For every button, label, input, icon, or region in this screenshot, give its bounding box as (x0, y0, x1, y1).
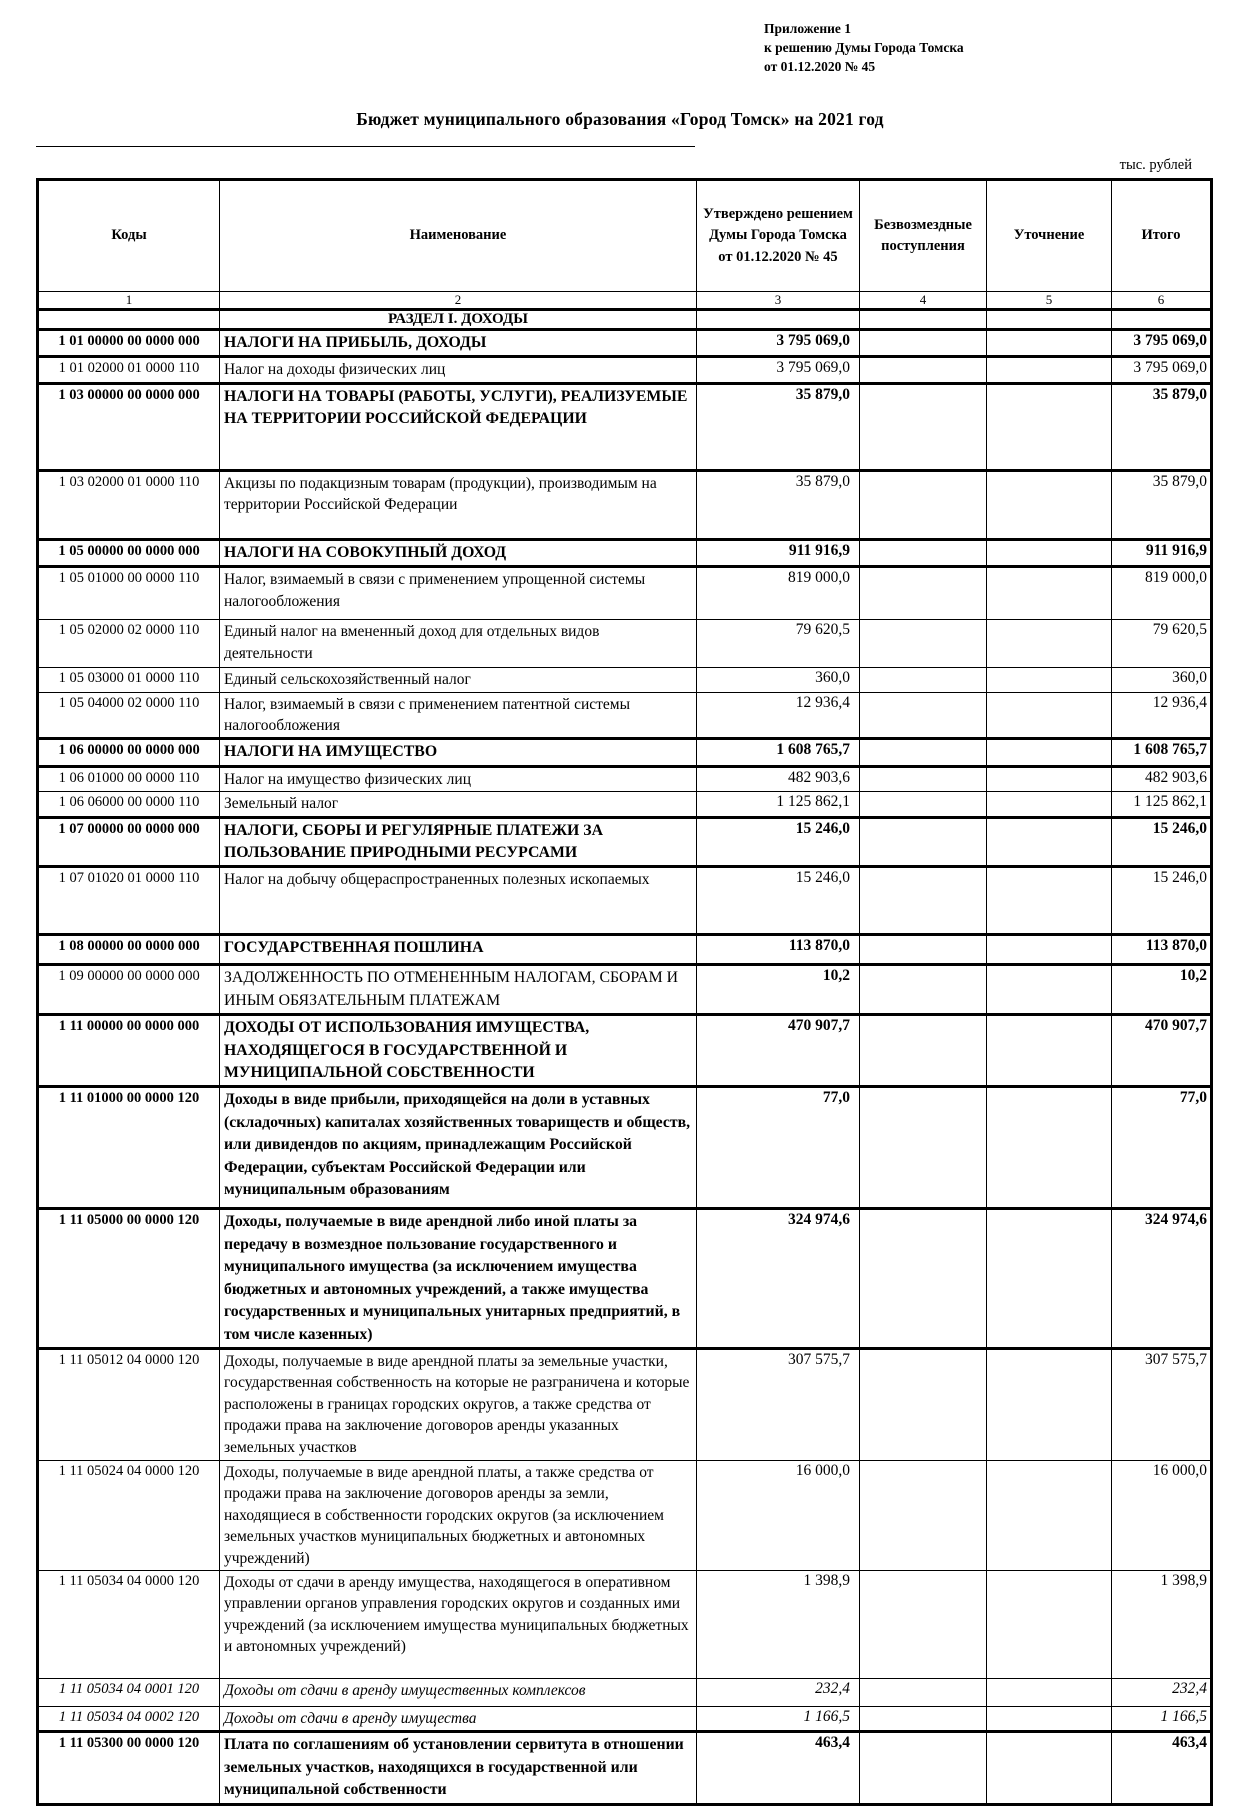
row-total-cell: 3 795 069,0 (1112, 330, 1212, 357)
row-name-cell: Доходы, получаемые в виде арендной платы за земельные участки, государственная собственность на которые не разграничена и которые расположены в границах городских округов, а также средства от продажи права на заключение договоров аренды указанных земельных участков (220, 1349, 697, 1461)
table-row (38, 792, 1212, 817)
row-approved-cell: 819 000,0 (697, 567, 860, 620)
row-code-cell: 1 11 05024 04 0000 120 (38, 1461, 220, 1571)
row-adjustment-cell (987, 1015, 1112, 1087)
row-total-cell: 113 870,0 (1112, 935, 1212, 965)
row-total-cell: 12 936,4 (1112, 692, 1212, 739)
row-approved-cell: 482 903,6 (697, 766, 860, 791)
row-name-cell: ЗАДОЛЖЕННОСТЬ ПО ОТМЕНЕННЫМ НАЛОГАМ, СБОРАМ И ИНЫМ ОБЯЗАТЕЛЬНЫМ ПЛАТЕЖАМ (220, 965, 697, 1015)
row-total-cell: 470 907,7 (1112, 1015, 1212, 1087)
row-code-cell: 1 11 00000 00 0000 000 (38, 1015, 220, 1087)
row-code-cell: 1 06 06000 00 0000 110 (38, 792, 220, 817)
row-adjustment-cell (987, 1706, 1112, 1731)
row-adjustment-cell (987, 692, 1112, 739)
row-approved-cell: 470 907,7 (697, 1015, 860, 1087)
row-name-cell: Налог на доходы физических лиц (220, 357, 697, 383)
appendix-line: от 01.12.2020 № 45 (764, 58, 876, 74)
row-total-cell: 77,0 (1112, 1087, 1212, 1209)
row-approved-cell: 232,4 (697, 1678, 860, 1706)
row-adjustment-cell (987, 1349, 1112, 1461)
row-gratuitous-cell (860, 1732, 987, 1804)
row-name-cell: Доходы от сдачи в аренду имущества (220, 1706, 697, 1731)
section-empty-cell (38, 310, 220, 330)
row-name-cell: Доходы, получаемые в виде арендной платы, а также средства от продажи права на заключение договоров аренды за земли, находящиеся в собственности городских округов (за исключением земельных участков муниципальных бюджетных и автономных учреждений) (220, 1461, 697, 1571)
col-header-total: Итого (1112, 180, 1212, 292)
section-empty-cell (860, 310, 987, 330)
row-adjustment-cell (987, 668, 1112, 692)
row-adjustment-cell (987, 1461, 1112, 1571)
row-code-cell: 1 05 03000 01 0000 110 (38, 668, 220, 692)
row-code-cell: 1 07 00000 00 0000 000 (38, 817, 220, 867)
row-name-cell: Единый сельскохозяйственный налог (220, 668, 697, 692)
row-adjustment-cell (987, 766, 1112, 791)
row-total-cell: 1 398,9 (1112, 1570, 1212, 1678)
col-header-codes: Коды (38, 180, 220, 292)
row-adjustment-cell (987, 935, 1112, 965)
row-name-cell: Доходы от сдачи в аренду имущества, находящегося в оперативном управлении органов управления городских округов и созданных ими учреждений (за исключением имущества муниципальных бюджетных и автономных учреждений) (220, 1570, 697, 1678)
table-row (38, 1706, 1212, 1731)
row-adjustment-cell (987, 739, 1112, 766)
appendix-line: к решению Думы Города Томска (764, 39, 964, 55)
row-adjustment-cell (987, 567, 1112, 620)
row-total-cell: 1 608 765,7 (1112, 739, 1212, 766)
row-code-cell: 1 11 05300 00 0000 120 (38, 1732, 220, 1804)
row-adjustment-cell (987, 1678, 1112, 1706)
row-name-cell: ГОСУДАРСТВЕННАЯ ПОШЛИНА (220, 935, 697, 965)
row-gratuitous-cell (860, 1087, 987, 1209)
row-approved-cell: 15 246,0 (697, 817, 860, 867)
table-row (38, 620, 1212, 668)
row-name-cell: НАЛОГИ НА ТОВАРЫ (РАБОТЫ, УСЛУГИ), РЕАЛИЗУЕМЫЕ НА ТЕРРИТОРИИ РОССИЙСКОЙ ФЕДЕРАЦИИ (220, 383, 697, 470)
row-gratuitous-cell (860, 383, 987, 470)
row-code-cell: 1 11 05034 04 0001 120 (38, 1678, 220, 1706)
row-code-cell: 1 07 01020 01 0000 110 (38, 867, 220, 935)
row-gratuitous-cell (860, 965, 987, 1015)
budget-table (36, 178, 1213, 1806)
table-row (38, 1678, 1212, 1706)
column-number-row (38, 292, 1212, 310)
row-approved-cell: 324 974,6 (697, 1209, 860, 1349)
row-gratuitous-cell (860, 539, 987, 566)
row-code-cell: 1 05 02000 02 0000 110 (38, 620, 220, 668)
row-name-cell: Налог, взимаемый в связи с применением патентной системы налогообложения (220, 692, 697, 739)
row-adjustment-cell (987, 620, 1112, 668)
section-empty-cell (1112, 310, 1212, 330)
row-gratuitous-cell (860, 1015, 987, 1087)
row-code-cell: 1 05 00000 00 0000 000 (38, 539, 220, 566)
row-gratuitous-cell (860, 739, 987, 766)
row-code-cell: 1 03 00000 00 0000 000 (38, 383, 220, 470)
row-name-cell: Налог на имущество физических лиц (220, 766, 697, 791)
row-gratuitous-cell (860, 330, 987, 357)
row-code-cell: 1 11 05034 04 0000 120 (38, 1570, 220, 1678)
row-name-cell: Налог, взимаемый в связи с применением упрощенной системы налогообложения (220, 567, 697, 620)
row-total-cell: 15 246,0 (1112, 817, 1212, 867)
row-approved-cell: 3 795 069,0 (697, 330, 860, 357)
row-approved-cell: 463,4 (697, 1732, 860, 1804)
column-number: 6 (1112, 292, 1212, 310)
row-gratuitous-cell (860, 1349, 987, 1461)
table-row (38, 692, 1212, 739)
row-adjustment-cell (987, 357, 1112, 383)
row-adjustment-cell (987, 867, 1112, 935)
row-code-cell: 1 06 01000 00 0000 110 (38, 766, 220, 791)
row-name-cell: НАЛОГИ, СБОРЫ И РЕГУЛЯРНЫЕ ПЛАТЕЖИ ЗА ПОЛЬЗОВАНИЕ ПРИРОДНЫМИ РЕСУРСАМИ (220, 817, 697, 867)
row-approved-cell: 113 870,0 (697, 935, 860, 965)
page-title: Бюджет муниципального образования «Город Томск» на 2021 год (356, 109, 884, 129)
row-total-cell: 1 125 862,1 (1112, 792, 1212, 817)
column-number: 4 (860, 292, 987, 310)
row-gratuitous-cell (860, 935, 987, 965)
row-total-cell: 1 166,5 (1112, 1706, 1212, 1731)
row-total-cell: 307 575,7 (1112, 1349, 1212, 1461)
row-gratuitous-cell (860, 1461, 987, 1571)
title-underline (36, 146, 695, 147)
row-gratuitous-cell (860, 668, 987, 692)
row-total-cell: 232,4 (1112, 1678, 1212, 1706)
table-row (38, 668, 1212, 692)
row-approved-cell: 307 575,7 (697, 1349, 860, 1461)
row-adjustment-cell (987, 470, 1112, 539)
row-total-cell: 35 879,0 (1112, 383, 1212, 470)
row-total-cell: 911 916,9 (1112, 539, 1212, 566)
row-adjustment-cell (987, 539, 1112, 566)
row-name-cell: НАЛОГИ НА ПРИБЫЛЬ, ДОХОДЫ (220, 330, 697, 357)
table-row (38, 1349, 1212, 1461)
row-gratuitous-cell (860, 1678, 987, 1706)
row-name-cell: Акцизы по подакцизным товарам (продукции), производимым на территории Российской Федерации (220, 470, 697, 539)
row-name-cell: Плата по соглашениям об установлении сервитута в отношении земельных участков, находящихся в государственной или муниципальной собственности (220, 1732, 697, 1804)
row-gratuitous-cell (860, 792, 987, 817)
row-gratuitous-cell (860, 1209, 987, 1349)
column-number: 2 (220, 292, 697, 310)
table-row (38, 470, 1212, 539)
row-approved-cell: 1 166,5 (697, 1706, 860, 1731)
appendix-note (764, 20, 964, 77)
table-row (38, 357, 1212, 383)
row-gratuitous-cell (860, 620, 987, 668)
table-row (38, 1732, 1212, 1804)
row-total-cell: 3 795 069,0 (1112, 357, 1212, 383)
row-name-cell: Единый налог на вмененный доход для отдельных видов деятельности (220, 620, 697, 668)
table-row (38, 539, 1212, 566)
row-name-cell: Доходы в виде прибыли, приходящейся на доли в уставных (складочных) капиталах хозяйственных товариществ и обществ, или дивидендов по акциям, принадлежащим Российской Федерации, субъектам Российской Федерации или муниципальным образованиям (220, 1087, 697, 1209)
row-adjustment-cell (987, 330, 1112, 357)
row-code-cell: 1 05 04000 02 0000 110 (38, 692, 220, 739)
row-code-cell: 1 01 00000 00 0000 000 (38, 330, 220, 357)
table-row (38, 935, 1212, 965)
column-number: 5 (987, 292, 1112, 310)
row-approved-cell: 10,2 (697, 965, 860, 1015)
column-number: 1 (38, 292, 220, 310)
row-adjustment-cell (987, 1732, 1112, 1804)
column-number: 3 (697, 292, 860, 310)
table-row (38, 867, 1212, 935)
row-approved-cell: 12 936,4 (697, 692, 860, 739)
row-gratuitous-cell (860, 1706, 987, 1731)
row-approved-cell: 1 125 862,1 (697, 792, 860, 817)
row-approved-cell: 360,0 (697, 668, 860, 692)
col-header-name: Наименование (220, 180, 697, 292)
row-code-cell: 1 11 05012 04 0000 120 (38, 1349, 220, 1461)
row-approved-cell: 16 000,0 (697, 1461, 860, 1571)
row-name-cell: Доходы, получаемые в виде арендной либо иной платы за передачу в возмездное пользование государственного и муниципального имущества (за исключением имущества бюджетных и автономных учреждений, а также имущества государственных и муниципальных унитарных предприятий, в том числе казенных) (220, 1209, 697, 1349)
row-name-cell: НАЛОГИ НА ИМУЩЕСТВО (220, 739, 697, 766)
row-adjustment-cell (987, 965, 1112, 1015)
row-gratuitous-cell (860, 470, 987, 539)
row-code-cell: 1 11 05034 04 0002 120 (38, 1706, 220, 1731)
row-approved-cell: 1 608 765,7 (697, 739, 860, 766)
col-header-adjustment: Уточнение (987, 180, 1112, 292)
row-total-cell: 35 879,0 (1112, 470, 1212, 539)
units-label: тыс. рублей (1119, 157, 1192, 173)
row-name-cell: ДОХОДЫ ОТ ИСПОЛЬЗОВАНИЯ ИМУЩЕСТВА, НАХОДЯЩЕГОСЯ В ГОСУДАРСТВЕННОЙ И МУНИЦИПАЛЬНОЙ СОБСТВЕННОСТИ (220, 1015, 697, 1087)
table-row (38, 739, 1212, 766)
row-code-cell: 1 08 00000 00 0000 000 (38, 935, 220, 965)
col-header-approved: Утверждено решением Думы Города Томска от 01.12.2020 № 45 (697, 180, 860, 292)
section-empty-cell (987, 310, 1112, 330)
row-code-cell: 1 06 00000 00 0000 000 (38, 739, 220, 766)
row-total-cell: 360,0 (1112, 668, 1212, 692)
row-gratuitous-cell (860, 817, 987, 867)
row-gratuitous-cell (860, 357, 987, 383)
row-name-cell: Доходы от сдачи в аренду имущественных комплексов (220, 1678, 697, 1706)
table-row (38, 383, 1212, 470)
header-row (38, 180, 1212, 292)
row-code-cell: 1 01 02000 01 0000 110 (38, 357, 220, 383)
section-empty-cell (697, 310, 860, 330)
col-header-gratuitous: Безвозмездные поступления (860, 180, 987, 292)
row-approved-cell: 3 795 069,0 (697, 357, 860, 383)
row-total-cell: 819 000,0 (1112, 567, 1212, 620)
row-name-cell: НАЛОГИ НА СОВОКУПНЫЙ ДОХОД (220, 539, 697, 566)
row-gratuitous-cell (860, 766, 987, 791)
row-name-cell: Налог на добычу общераспространенных полезных ископаемых (220, 867, 697, 935)
row-code-cell: 1 11 05000 00 0000 120 (38, 1209, 220, 1349)
row-adjustment-cell (987, 383, 1112, 470)
table-row (38, 1087, 1212, 1209)
row-approved-cell: 79 620,5 (697, 620, 860, 668)
row-total-cell: 16 000,0 (1112, 1461, 1212, 1571)
row-total-cell: 482 903,6 (1112, 766, 1212, 791)
row-adjustment-cell (987, 792, 1112, 817)
row-code-cell: 1 05 01000 00 0000 110 (38, 567, 220, 620)
table-row (38, 1209, 1212, 1349)
table-row (38, 965, 1212, 1015)
table-row (38, 817, 1212, 867)
section-row (38, 310, 1212, 330)
table-row (38, 1570, 1212, 1678)
row-code-cell: 1 03 02000 01 0000 110 (38, 470, 220, 539)
row-total-cell: 463,4 (1112, 1732, 1212, 1804)
row-code-cell: 1 09 00000 00 0000 000 (38, 965, 220, 1015)
table-row (38, 567, 1212, 620)
table-row (38, 1015, 1212, 1087)
table-row (38, 1461, 1212, 1571)
row-adjustment-cell (987, 1209, 1112, 1349)
appendix-line: Приложение 1 (764, 21, 852, 36)
row-approved-cell: 35 879,0 (697, 383, 860, 470)
row-name-cell: Земельный налог (220, 792, 697, 817)
row-gratuitous-cell (860, 692, 987, 739)
table-row (38, 766, 1212, 791)
row-approved-cell: 1 398,9 (697, 1570, 860, 1678)
row-adjustment-cell (987, 817, 1112, 867)
row-approved-cell: 35 879,0 (697, 470, 860, 539)
row-adjustment-cell (987, 1087, 1112, 1209)
row-adjustment-cell (987, 1570, 1112, 1678)
row-total-cell: 10,2 (1112, 965, 1212, 1015)
table-row (38, 330, 1212, 357)
section-title: РАЗДЕЛ I. ДОХОДЫ (220, 310, 697, 330)
row-approved-cell: 15 246,0 (697, 867, 860, 935)
row-approved-cell: 77,0 (697, 1087, 860, 1209)
row-code-cell: 1 11 01000 00 0000 120 (38, 1087, 220, 1209)
row-gratuitous-cell (860, 1570, 987, 1678)
row-approved-cell: 911 916,9 (697, 539, 860, 566)
row-gratuitous-cell (860, 567, 987, 620)
row-total-cell: 15 246,0 (1112, 867, 1212, 935)
row-gratuitous-cell (860, 867, 987, 935)
row-total-cell: 324 974,6 (1112, 1209, 1212, 1349)
row-total-cell: 79 620,5 (1112, 620, 1212, 668)
